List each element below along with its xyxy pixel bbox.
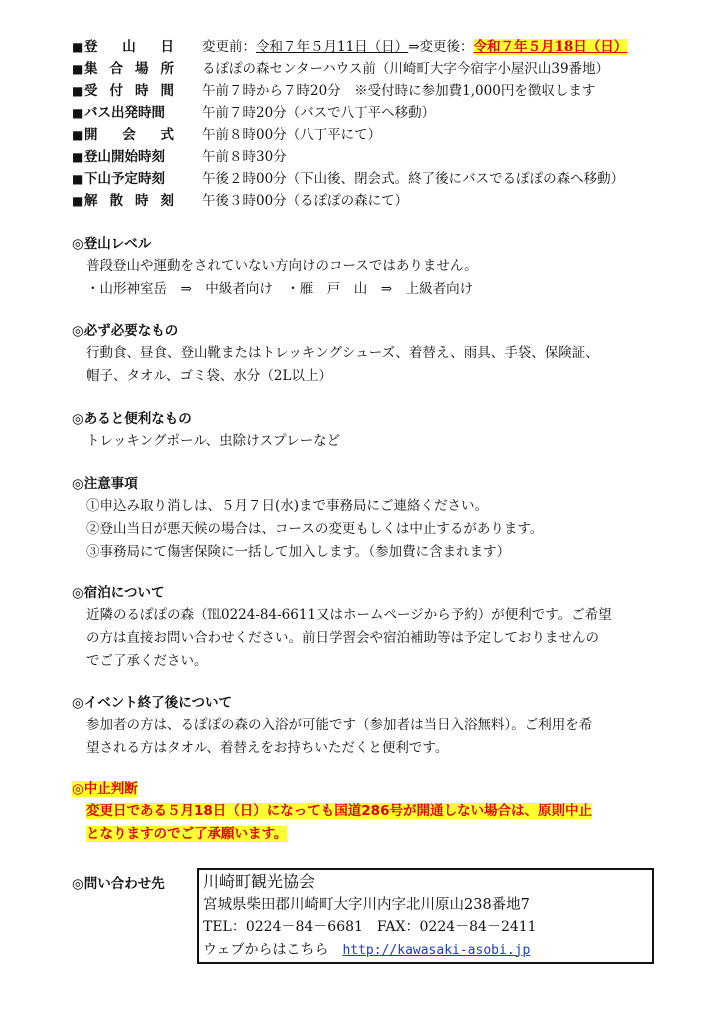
bullet-square: ■ — [72, 40, 84, 54]
section-heading: ◎中止判断 — [72, 781, 138, 797]
schedule-value: るぽぽの森センターハウス前（川崎町大字今宿字小屋沢山39番地） — [202, 61, 610, 77]
schedule-value: 午後２時00分（下山後、閉会式。終了後にバスでるぽぽの森へ移動） — [202, 171, 625, 187]
section-useful-items — [72, 408, 672, 453]
website-link[interactable]: http://kawasaki-asobi.jp — [342, 942, 531, 958]
bullet-square: ■ — [72, 172, 84, 186]
section-line: 変更日である５月18日（日）になっても国道286号が開通しない場合は、原則中止 — [86, 803, 592, 819]
new-date: 令和７年５月18日（日） — [473, 39, 628, 55]
section-line: ①申込み取り消しは、５月７日(水)まで事務局にご連絡ください。 — [86, 498, 489, 514]
schedule-row-date — [72, 36, 672, 58]
schedule-row-start — [72, 146, 672, 168]
section-lodging — [72, 582, 672, 673]
schedule-row-dismissal — [72, 190, 672, 212]
section-heading: ◎イベント終了後について — [72, 695, 233, 711]
bullet-square: ■ — [72, 106, 84, 120]
schedule-row-reception — [72, 80, 672, 102]
bullet-square: ■ — [72, 128, 84, 142]
contact-phone-fax: TEL：0224－84－6681 FAX：0224－84－2411 — [203, 919, 537, 935]
bullet-square: ■ — [72, 84, 84, 98]
schedule-row-descent — [72, 168, 672, 190]
section-line: ②登山当日が悪天候の場合は、コースの変更もしくは中止するがあります。 — [86, 521, 544, 537]
section-line: の方は直接お問い合わせください。前日学習会や宿泊補助等は予定しておりませんの — [86, 630, 599, 646]
section-line: 普段登山や運動をされていない方向けのコースではありません。 — [86, 258, 478, 274]
schedule-value: 午前７時から７時20分 ※受付時に参加費1,000円を徴収します — [202, 83, 596, 99]
schedule-label: 登山開始時刻 — [84, 149, 165, 165]
section-after-event — [72, 692, 672, 760]
schedule-label: バス出発時間 — [84, 105, 165, 121]
web-label: ウェブからはこちら — [203, 941, 329, 958]
schedule-value: 午後３時00分（るぽぽの森にて） — [202, 193, 409, 209]
contact-box — [197, 868, 654, 964]
schedule-value: 午前８時00分（八丁平にて） — [202, 127, 382, 143]
section-line: ③事務局にて傷害保険に一括して加入します。（参加費に含まれます） — [86, 544, 511, 560]
section-heading: ◎宿泊について — [72, 585, 165, 601]
section-line: 行動食、昼食、登山靴またはトレッキングシューズ、着替え、雨具、手袋、保険証、 — [86, 345, 599, 361]
bullet-square: ■ — [72, 150, 84, 164]
section-line: 帽子、タオル、ゴミ袋、水分（2L以上） — [86, 368, 332, 384]
section-required-items — [72, 320, 672, 388]
schedule-row-opening — [72, 124, 672, 146]
bullet-square: ■ — [72, 62, 84, 76]
section-heading: ◎登山レベル — [72, 236, 152, 252]
schedule-value: 午前８時30分 — [202, 149, 287, 165]
contact-heading: ◎問い合わせ先 — [72, 876, 165, 892]
schedule-label: 開 会 式 — [84, 127, 174, 143]
section-line: 望される方はタオル、着替えをお持ちいただくと便利です。 — [86, 740, 449, 756]
section-line: でご了承ください。 — [86, 653, 208, 669]
schedule-row-bus — [72, 102, 672, 124]
schedule-row-meeting-place — [72, 58, 672, 80]
contact-organization: 川崎町観光協会 — [203, 872, 316, 891]
contact-address: 宮城県柴田郡川崎町大字川内字北川原山238番地7 — [203, 896, 530, 913]
section-line: トレッキングポール、虫除けスプレーなど — [86, 433, 341, 449]
section-line: 参加者の方は、るぽぽの森の入浴が可能です（参加者は当日入浴無料）。ご利用を希 — [86, 717, 593, 733]
section-level — [72, 233, 672, 301]
schedule-table — [72, 36, 672, 212]
schedule-label: 下山予定時刻 — [84, 171, 165, 187]
section-cancellation — [72, 778, 672, 846]
section-heading: ◎注意事項 — [72, 476, 138, 492]
section-line: ・山形神室岳 ⇒ 中級者向け ・雁 戸 山 ⇒ 上級者向け — [86, 281, 474, 297]
bullet-square: ■ — [72, 194, 84, 208]
schedule-value: 変更前：令和７年５月11日（日）⇒変更後：令和７年５月18日（日） — [202, 39, 628, 55]
section-heading: ◎あると便利なもの — [72, 411, 192, 427]
section-notes — [72, 473, 672, 564]
old-date: 令和７年５月11日（日） — [256, 39, 409, 55]
section-line: となりますのでご了承願います。 — [86, 826, 288, 842]
section-line: 近隣のるぽぽの森（℡0224-84-6611又はホームページから予約）が便利です。ご希望 — [86, 607, 612, 623]
schedule-label: 解 散 時 刻 — [84, 193, 174, 209]
schedule-label: 登 山 日 — [84, 39, 174, 55]
section-heading: ◎必ず必要なもの — [72, 323, 179, 339]
schedule-value: 午前７時20分（バスで八丁平へ移動） — [202, 105, 436, 121]
schedule-label: 受 付 時 間 — [84, 83, 174, 99]
contact-web — [203, 939, 648, 963]
schedule-label: 集 合 場 所 — [84, 61, 174, 77]
